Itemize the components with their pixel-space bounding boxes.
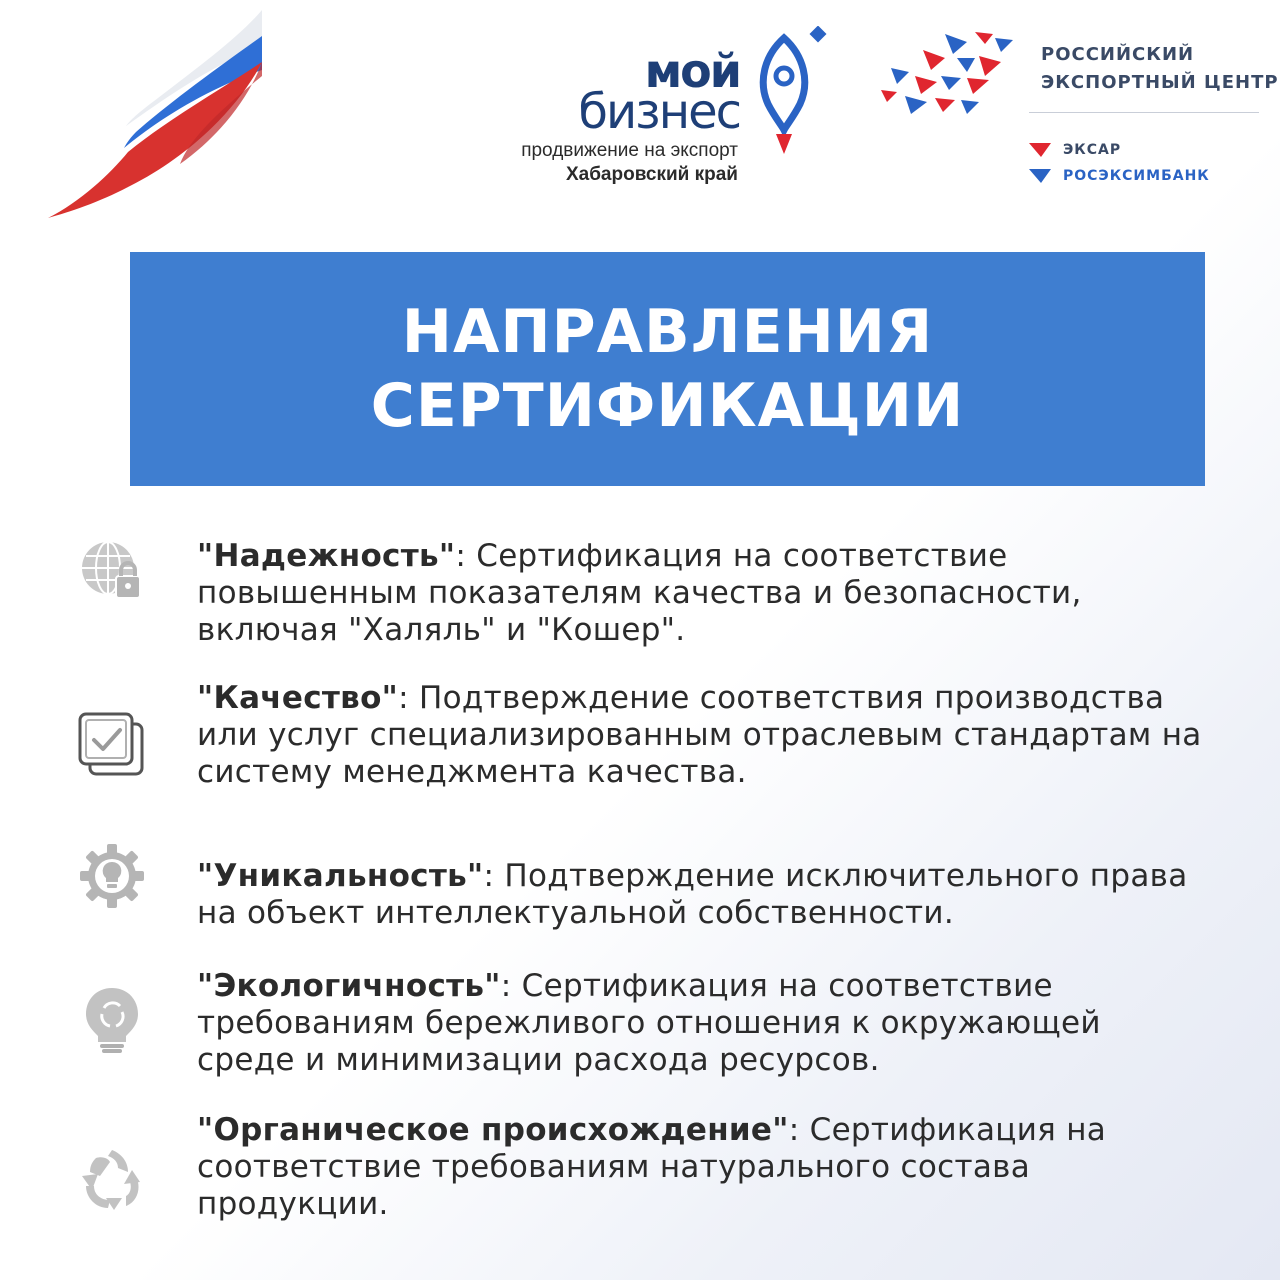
uniqueness-description: : Подтверждение исключительного права на объект интеллектуальной собственности. <box>197 858 1188 931</box>
reliability-description: : Сертификация на соответствие повышенным показателям качества и безопасности, включая "Халяль" и "Кошер". <box>197 538 1082 648</box>
rec-sub-roseximbank-label: РОСЭКСИМБАНК <box>1063 168 1210 184</box>
quality-text <box>197 680 1207 791</box>
organic-text <box>197 1112 1207 1223</box>
rec-sub-exiar-label: ЭКСАР <box>1063 142 1122 158</box>
reliability-text <box>197 538 1207 649</box>
rec-triangles-icon <box>875 28 1015 120</box>
russian-flag-wing-logo <box>40 6 270 226</box>
checkbox-icon <box>78 710 146 778</box>
moi-biznes-word-moi: мой <box>644 44 740 98</box>
rec-logo <box>875 28 1279 198</box>
reliability-term: "Надежность" <box>197 538 456 574</box>
rec-sub-exiar <box>1029 140 1121 160</box>
title-line-2: СЕРТИФИКАЦИИ <box>370 371 965 441</box>
moi-biznes-subtitle: продвижение на экспорт <box>521 140 738 161</box>
ecology-text <box>197 968 1207 1079</box>
quality-term: "Качество" <box>197 680 399 716</box>
title-banner <box>130 252 1205 486</box>
eco-bulb-icon <box>78 986 146 1054</box>
ecology-description: : Сертификация на соответствие требованиям бережливого отношения к окружающей среде и минимизации расхода ресурсов. <box>197 968 1101 1078</box>
ecology-term: "Экологичность" <box>197 968 501 1004</box>
moi-biznes-logo <box>500 30 840 200</box>
rec-divider <box>1029 112 1259 113</box>
rec-name-line1: РОССИЙСКИЙ <box>1041 44 1195 65</box>
organic-term: "Органическое происхождение" <box>197 1112 789 1148</box>
quality-description: : Подтверждение соответствия производства или услуг специализированным отраслевым стандартам на систему менеджмента качества. <box>197 680 1202 790</box>
uniqueness-term: "Уникальность" <box>197 858 484 894</box>
rocket-pin-icon <box>754 26 838 156</box>
title-line-1: НАПРАВЛЕНИЯ <box>401 297 934 367</box>
exiar-mark-icon <box>1029 143 1051 157</box>
recycle-leaves-icon <box>78 1146 146 1214</box>
rec-name-line2: ЭКСПОРТНЫЙ ЦЕНТР <box>1041 72 1279 93</box>
globe-lock-icon <box>78 538 146 606</box>
uniqueness-text <box>197 858 1207 932</box>
moi-biznes-word-biznes: бизнес <box>578 84 740 140</box>
organic-description: : Сертификация на соответствие требованиям натурального состава продукции. <box>197 1112 1107 1222</box>
roseximbank-mark-icon <box>1029 169 1051 183</box>
gear-bulb-icon <box>78 842 146 910</box>
rec-sub-roseximbank <box>1029 166 1210 186</box>
moi-biznes-region: Хабаровский край <box>565 164 738 185</box>
